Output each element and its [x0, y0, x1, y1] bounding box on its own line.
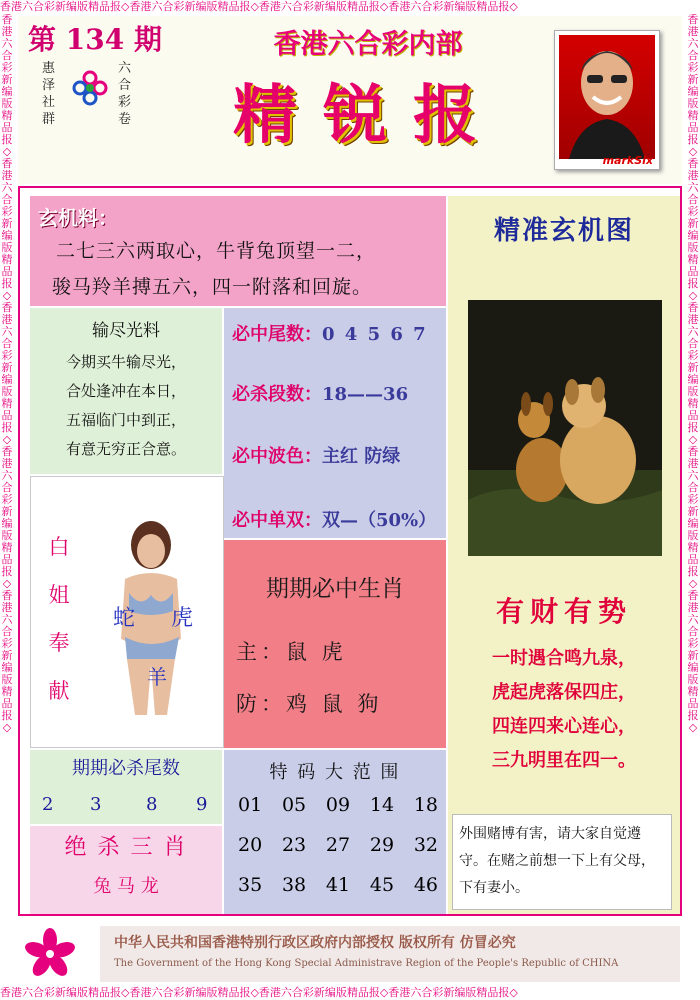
- zodiac-backup: 防：鸡 鼠 狗: [236, 692, 383, 716]
- prediction-segment: [232, 380, 408, 406]
- special-row: [238, 794, 438, 834]
- top-title: 香港六合彩内部: [273, 29, 463, 60]
- gift-char: 白: [48, 535, 70, 559]
- lose-all-title: 输尽光料: [92, 321, 160, 341]
- special-grid: [238, 794, 438, 914]
- prediction-value: 18——36: [322, 384, 409, 405]
- riddle-line-2: 骏马羚羊搏五六，四一附落和回旋。: [52, 276, 373, 298]
- special-row: [238, 834, 438, 874]
- lottery-logo-icon: [72, 70, 108, 106]
- gift-char: 献: [48, 679, 70, 703]
- right-side-text: 香港六合彩新编版精品报◇香港六合彩新编版精品报◇香港六合彩新编版精品报◇香港六合彩新编版精品报◇香港六合彩新编版精品报◇: [687, 14, 699, 734]
- kill-three-animals: 兔 马 龙: [93, 876, 159, 897]
- riddle-panel: [30, 196, 446, 306]
- prediction-label: 必中单双：: [232, 510, 322, 531]
- right-label: 六合彩卷: [118, 61, 132, 127]
- top-marquee: 香港六合彩新编版精品报◇香港六合彩新编版精品报◇香港六合彩新编版精品报◇香港六合彩新编版精品报◇: [0, 0, 700, 14]
- lose-all-line: 五福临门中到正，: [65, 411, 186, 429]
- special-number: 41: [325, 874, 351, 896]
- left-side-text: 香港六合彩新编版精品报◇香港六合彩新编版精品报◇香港六合彩新编版精品报◇香港六合彩新编版精品报◇香港六合彩新编版精品报◇: [1, 14, 13, 734]
- kill-tail-panel: [30, 750, 222, 824]
- special-title: 特 码 大 范 围: [269, 762, 401, 783]
- prediction-label: 必中尾数：: [232, 324, 322, 345]
- special-number: 29: [369, 834, 395, 856]
- special-number: 01: [238, 794, 263, 816]
- bottom-marquee: 香港六合彩新编版精品报◇香港六合彩新编版精品报◇香港六合彩新编版精品报◇香港六合彩新编版精品报◇: [0, 986, 700, 1000]
- kill-three-panel: [30, 826, 222, 914]
- special-number: 05: [281, 794, 307, 816]
- main-title: 精锐报: [233, 78, 503, 153]
- zodiac-title: 期期必中生肖: [266, 576, 404, 602]
- lose-all-line: 今期买牛输尽光，: [65, 353, 186, 371]
- special-row: [238, 874, 438, 914]
- right-column: [448, 196, 680, 914]
- portrait-photo: [554, 30, 660, 170]
- footer-en: The Government of the Hong Kong Special Administrave Region of the People's Republic of CHINA: [114, 958, 619, 969]
- lose-all-line: 有意无穷正合意。: [65, 440, 186, 458]
- dogs-photo: [468, 300, 662, 556]
- special-number: 35: [238, 874, 263, 896]
- footer-cn: 中华人民共和国香港特别行政区政府内部授权 版权所有 仿冒必究: [114, 935, 516, 951]
- poem-title: 有财有势: [495, 595, 632, 628]
- right-title: 精准玄机图: [493, 216, 634, 246]
- gambling-warning: 外围赌博有害，请大家自觉遵守。在赌之前想一下上有父母，下有妻小。: [452, 814, 672, 910]
- special-number: 14: [369, 794, 395, 816]
- gift-overlay-snake: 蛇: [113, 606, 136, 631]
- prediction-value: 0 4 5 6 7: [322, 324, 428, 345]
- prediction-odd-even: [232, 506, 436, 532]
- lose-all-panel: [30, 308, 222, 474]
- bauhinia-emblem-icon: [24, 928, 76, 980]
- special-number: 23: [281, 834, 307, 856]
- poem-line: 一时遇合鸣九泉，: [492, 648, 636, 669]
- prediction-value: 双—（50%）: [322, 510, 437, 531]
- special-number: 27: [325, 834, 351, 856]
- kill-tail-title: 期期必杀尾数: [72, 758, 180, 779]
- prediction-value: 主红 防绿: [322, 446, 401, 467]
- footer: [100, 926, 680, 982]
- gift-panel: [30, 476, 224, 748]
- prediction-tail: [232, 320, 428, 346]
- left-label: 惠泽社群: [42, 61, 56, 127]
- gift-overlay-goat: 羊: [147, 665, 167, 689]
- special-number: 45: [369, 874, 395, 896]
- kill-tail-digit: 8: [146, 794, 158, 815]
- prediction-label: 必中波色：: [232, 446, 322, 467]
- special-number: 20: [238, 834, 263, 856]
- kill-tail-digit: 2: [42, 794, 54, 815]
- predictions-panel: [224, 308, 446, 538]
- photo-caption: markSix: [602, 154, 653, 167]
- riddle-heading: 玄机料：: [38, 206, 118, 230]
- header: [18, 16, 682, 184]
- poem-line: 四连四来心连心，: [492, 716, 636, 737]
- issue-number: 第 134 期: [28, 23, 162, 56]
- lose-all-line: 合处逢冲在本日，: [65, 382, 186, 400]
- prediction-label: 必杀段数：: [232, 384, 322, 405]
- special-numbers-panel: [224, 750, 446, 914]
- kill-tail-digit: 3: [90, 794, 102, 815]
- gift-char: 奉: [48, 631, 70, 655]
- lose-all-lines: [30, 348, 222, 464]
- riddle-line-1: 二七三六两取心，牛背兔顶望一二，: [56, 240, 377, 262]
- poem: [448, 642, 680, 778]
- special-number: 38: [281, 874, 307, 896]
- gift-char: 姐: [48, 583, 70, 607]
- poem-line: 三九明里在四一。: [492, 750, 636, 771]
- prediction-color: [232, 442, 400, 468]
- gift-overlay-tiger: 虎: [171, 606, 194, 631]
- zodiac-main: 主：鼠 虎: [236, 640, 347, 664]
- zodiac-panel: [224, 540, 446, 748]
- kill-three-title: 绝 杀 三 肖: [64, 835, 188, 860]
- special-number: 18: [413, 794, 438, 816]
- kill-tail-digit: 9: [196, 794, 208, 815]
- special-number: 32: [413, 834, 438, 856]
- special-number: 46: [413, 874, 438, 896]
- special-number: 09: [325, 794, 351, 816]
- gift-vertical-text: [47, 523, 71, 715]
- poem-line: 虎起虎落保四庄，: [492, 682, 636, 703]
